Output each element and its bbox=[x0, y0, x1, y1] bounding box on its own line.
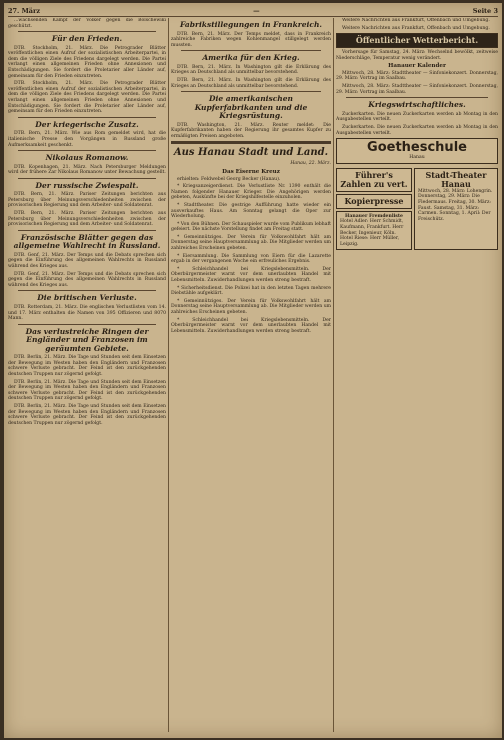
advertisement-fremdenliste bbox=[336, 211, 412, 251]
column-left bbox=[8, 18, 166, 732]
advertisement-stadttheater bbox=[414, 168, 498, 251]
article-text: DTB. Kopenhagen, 21. März. Nach Petersburger Meldungen wird der frühere Zar Nikolaus Romanow unter Bewachung gestellt. bbox=[8, 164, 166, 176]
divider bbox=[18, 290, 156, 291]
article-text: * Kriegsanzeigerdienst. Die Verlustliste Nr. 1390 enthält die Namen folgender Hanauer Krieger. Die Angehörigen werden gebeten, Auskünfte bei der Kriegshilfestelle einzuholen. bbox=[171, 184, 331, 201]
article-text: * Schleichhandel bei Kriegslebensmitteln. Der Oberbürgermeister warnt vor dem unerlaubten Handel mit Lebensmitteln. Zuwiderhandlungen werden streng bestraft. bbox=[171, 266, 331, 284]
ad-title: Kopierpresse bbox=[344, 195, 404, 206]
ad-column bbox=[336, 166, 412, 253]
subheadline: Das Eiserne Kreuz bbox=[222, 169, 280, 176]
article-text: * Eiersammlung. Die Sammlung von Eiern für die Lazarette ergab in der vergangenen Woche ein erfreuliches Ergebnis. bbox=[171, 253, 331, 265]
ad-title: Führer's Zahlen zu vert. bbox=[340, 169, 408, 189]
divider bbox=[18, 324, 156, 325]
article-text: Weitere Nachrichten aus Frankfurt, Offenbach und Umgebung. bbox=[342, 18, 490, 23]
ad-title: Stadt-Theater Hanau bbox=[425, 169, 487, 189]
headline: Das verlustreiche Ringen der Engländer und Franzosen im geräumten Gebiete. bbox=[25, 326, 149, 353]
weather-title: Öffentlicher Wetterbericht. bbox=[355, 35, 479, 46]
article-text: DTB. Stockholm, 21. März. Die Petrograder Blätter veröffentlichen einen Aufruf der sozialistischen Arbeiterpartei, in dem die völligen Ziele des Friedens dargelegt werden. Die Partei verlangt einen allgemeinen Frieden ohne Annexionen und Entschädigungen. Sie fordert die Proletarier aller Länder auf, gemeinsam für den Frieden einzutreten. bbox=[8, 45, 166, 79]
article-text: Zuckerkarten. Die neuen Zuckerkarten werden ab Montag in den Ausgabestellen verteilt. bbox=[336, 124, 498, 136]
article-text: DTB. Genf, 21. März. Der Temps und die Debats sprechen sich gegen die Einführung des allgemeinen Wahlrechts in Russland während des Krieges aus. bbox=[8, 271, 166, 288]
article-text: DTB. Berlin, 21. März. Die Tage und Stunden seit dem Einsetzen der Bewegung im Westen haben den Engländern und Franzosen schwere Verluste gebracht. Der Feind ist den zurückgehenden deutschen Truppen nur zögernd gefolgt. bbox=[8, 379, 166, 402]
dateline: Hanau, 22. März. bbox=[290, 161, 331, 167]
article-text: DTB. Bern, 21. März. Pariser Zeitungen berichten aus Petersburg über Meinungsverschiedenheiten zwischen der provisorischen Regierung und dem Arbeiter- und Soldatenrat. bbox=[8, 192, 166, 209]
headline: Die amerikanischen Kupferfabrikanten und die Kriegsrüstung. bbox=[194, 94, 308, 121]
ad-title: Hanauer Fremdenliste bbox=[345, 213, 403, 219]
headline: Der russische Zwiespalt. bbox=[35, 180, 139, 190]
newspaper-page bbox=[4, 3, 502, 738]
article-text: Mittwoch, 28. März: Stadttheater — Sinfoniekonzert. Donnerstag, 29. März: Vortrag im Saalbau. bbox=[336, 84, 498, 95]
article-text: DTB. Bern, 21. März. In Washington gilt die Erklärung des Krieges an Deutschland als unmittelbar bevorstehend. bbox=[171, 77, 331, 89]
article-text: ...wachsenden Kampf der Völker gegen die Bolschewiki geschützt. bbox=[8, 18, 166, 29]
article-text: Mittwoch, 28. März: Stadttheater — Sinfoniekonzert. Donnerstag, 29. März: Vortrag im Saalbau. bbox=[336, 70, 498, 82]
article-text: erhielten: Feldwebel Georg Becker (Hanau). bbox=[177, 176, 281, 182]
ad-text: Mittwoch, 28. März: Lohengrin. Donnerstag, 29. März: Die Fledermaus. Freitag, 30. März: Faust. Samstag, 31. März: Carmen. Sonntag, 1. April: Der Freischütz. bbox=[418, 188, 493, 222]
advertisement-goetheschule bbox=[336, 138, 498, 164]
divider bbox=[346, 97, 488, 98]
column-rule bbox=[333, 18, 334, 732]
article-text: * Von den Bühnen. Der Schauspieler wurde vom Publikum lebhaft gefeiert. Die nächste Vorstellung findet am Freitag statt. bbox=[171, 221, 331, 233]
header-page-number: Seite 3 bbox=[472, 6, 498, 15]
headline: Französische Blätter gegen das allgemeine Wahlrecht in Russland. bbox=[13, 232, 161, 251]
article-text: Zuckerkarten. Die neuen Zuckerkarten werden ab Montag in den Ausgabestellen verteilt. bbox=[336, 111, 498, 123]
article-text: * Gemeinnütziges. Der Verein für Volkswohlfahrt hält am Donnerstag seine Hauptversammlung ab. Die Mitglieder werden um zahlreiches Erscheinen gebeten. bbox=[171, 298, 331, 315]
divider bbox=[18, 230, 156, 231]
article-text: * Gemeinnütziges. Der Verein für Volkswohlfahrt hält am Donnerstag seine Hauptversammlung ab. Die Mitglieder werden um zahlreiches Erscheinen gebeten. bbox=[171, 234, 331, 252]
headline: Die britischen Verluste. bbox=[37, 293, 137, 303]
article-text: DTB. Stockholm, 21. März. Die Petrograder Blätter veröffentlichen einen Aufruf der sozialistischen Arbeiterpartei, in dem die völligen Ziele des Friedens dargelegt werden. Die Partei verlangt einen allgemeinen Frieden ohne Annexionen und Entschädigungen. Sie fordert die Proletarier aller Länder auf, gemeinsam für den Frieden einzutreten. bbox=[8, 81, 166, 115]
headline: Amerika für den Krieg. bbox=[202, 53, 300, 63]
headline: Der kriegerische Zusatz. bbox=[35, 119, 139, 129]
column-right bbox=[336, 18, 498, 732]
section-title: Aus Hanau Stadt und Land. bbox=[173, 147, 329, 159]
headline: Fabrikstillegungen in Frankreich. bbox=[179, 20, 323, 29]
header-center: — bbox=[253, 6, 260, 15]
column-rule bbox=[168, 18, 169, 732]
article-text: DTB. Berlin, 21. März. Die Tage und Stunden seit dem Einsetzen der Bewegung im Westen haben den Engländern und Franzosen schwere Verluste gebracht. Der Feind ist den zurückgehenden deutschen Truppen nur zögernd gefolgt. bbox=[8, 403, 166, 426]
article-text: DTB. Bern, 21. März. Der Temps meldet, dass in Frankreich zahlreiche Fabriken wegen Kohlenmangel stillgelegt werden mussten. bbox=[171, 31, 331, 48]
article-text: * Sicherheitsdienst. Die Polizei hat in den letzten Tagen mehrere Diebstähle aufgeklärt. bbox=[171, 285, 331, 297]
advertisement-fuehrer bbox=[336, 168, 412, 192]
article-text: DTB. Bern, 21. März. Pariser Zeitungen berichten aus Petersburg über Meinungsverschiedenheiten zwischen der provisorischen Regierung und dem Arbeiter- und Soldatenrat. bbox=[8, 211, 166, 228]
page-header bbox=[8, 5, 498, 17]
headline: Für den Frieden. bbox=[51, 34, 123, 44]
article-text: DTB. Rotterdam, 21. März. Die englischen Verlustlisten vom 14. und 17. März enthalten die Namen von 395 Offizieren und 8070 Mann. bbox=[8, 304, 166, 322]
advertisement-kopierpresse bbox=[336, 194, 412, 209]
divider bbox=[18, 178, 156, 179]
article-text: Weitere Nachrichten aus Frankfurt, Offenbach und Umgebung. bbox=[342, 25, 490, 31]
article-text: * Schleichhandel bei Kriegslebensmitteln. Der Oberbürgermeister warnt vor dem unerlaubten Handel mit Lebensmitteln. Zuwiderhandlungen werden streng bestraft. bbox=[171, 317, 331, 334]
ad-text: Hotel Adler: Herr Schmidt, Kaufmann, Frankfurt. Herr Becker, Ingenieur, Köln. Hotel Riese: Herr Müller, Leipzig. bbox=[340, 219, 404, 247]
article-text: DTB. Bern, 21. März. In Washington gilt die Erklärung des Krieges an Deutschland als unmittelbar bevorstehend. bbox=[171, 64, 331, 76]
subheadline: Hanauer Kalender bbox=[388, 63, 446, 70]
divider bbox=[181, 50, 321, 51]
headline: Nikolaus Romanow. bbox=[45, 153, 129, 163]
ad-title: Goetheschule bbox=[367, 140, 467, 156]
article-text: * Stadttheater. Die gestrige Aufführung hatte wieder ein ausverkauftes Haus. Am Sonntag gelangt die Oper zur Wiederholung. bbox=[171, 202, 331, 220]
divider bbox=[18, 117, 156, 118]
headline: Kriegswirtschaftliches. bbox=[368, 100, 466, 110]
divider bbox=[18, 31, 156, 32]
section-bar bbox=[171, 141, 331, 144]
divider bbox=[181, 91, 321, 92]
divider bbox=[18, 150, 156, 151]
article-text: DTB. Washington, 21. März. Reuter meldet: Die Kupferfabrikanten haben der Regierung ihr gesamtes Kupfer zu ermäßigten Preisen angeboten. bbox=[171, 122, 331, 139]
article-text: DTB. Bern, 21. März. Wie aus Rom gemeldet wird, hat die italienische Presse den Vorgängen in Russland große Aufmerksamkeit geschenkt. bbox=[8, 131, 166, 148]
article-text: DTB. Genf, 21. März. Der Temps und die Debats sprechen sich gegen die Einführung des allgemeinen Wahlrechts in Russland während des Krieges aus. bbox=[8, 252, 166, 270]
column-middle bbox=[171, 18, 331, 732]
weather-box bbox=[336, 33, 498, 48]
article-text: DTB. Berlin, 21. März. Die Tage und Stunden seit dem Einsetzen der Bewegung im Westen haben den Engländern und Franzosen schwere Verluste gebracht. Der Feind ist den zurückgehenden deutschen Truppen nur zögernd gefolgt. bbox=[8, 355, 166, 377]
ad-subtitle: Hanau bbox=[409, 155, 425, 161]
ad-row bbox=[336, 166, 498, 253]
article-text: Vorhersage für Samstag, 24. März: Wechselnd bewölkt, zeitweise Niederschläge, Temperatur wenig verändert. bbox=[336, 50, 498, 61]
header-date: 27. März bbox=[8, 6, 41, 15]
